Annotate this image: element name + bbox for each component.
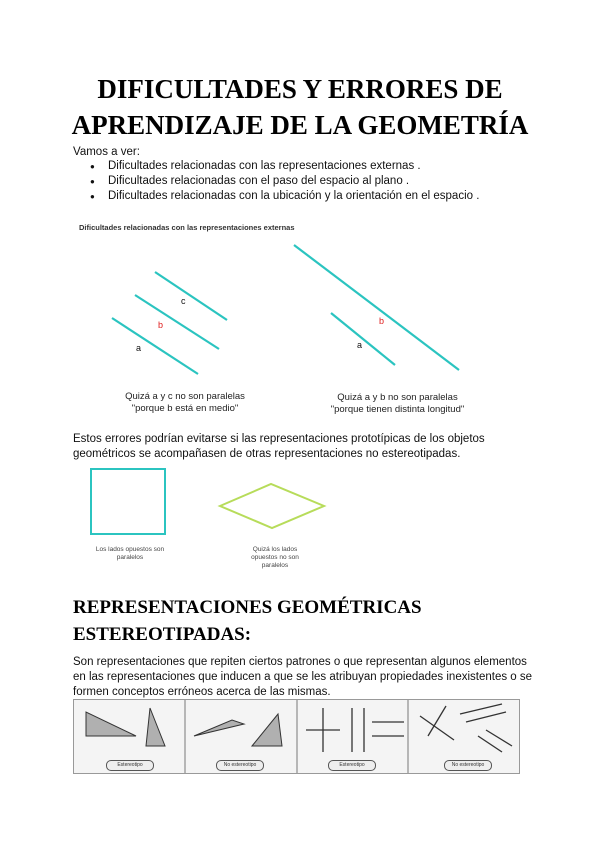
right-line-a: [331, 313, 395, 365]
square-caption: Los lados opuestos son paralelos: [95, 546, 165, 561]
panel-label-1: Estereotipo: [106, 760, 154, 771]
triangle-shape: [146, 708, 165, 746]
left-caption-line2: "porque b está en medio": [131, 403, 239, 414]
right-label-a: a: [357, 340, 363, 350]
stereotype-figure: [73, 699, 520, 774]
intro-text: Vamos a ver:: [73, 146, 140, 158]
triangle-shape: [86, 712, 136, 736]
left-caption-line1: Quizá a y c no son paralelas: [125, 391, 245, 402]
right-label-b: b: [379, 316, 385, 326]
bullet-item: ● Dificultades relacionadas con la ubicación y la orientación en el espacio .: [88, 189, 568, 204]
rhombus-caption: Quizá los lados opuestos no son paralelos: [251, 546, 299, 569]
rhombus-shape: [220, 484, 324, 528]
square-shape: [91, 469, 165, 534]
left-label-b: b: [158, 320, 164, 330]
figure1-heading: Dificultades relacionadas con las representaciones externas: [79, 223, 295, 232]
panel-label-2: No estereotipo: [216, 760, 264, 771]
paragraph-2: Estos errores podrían evitarse si las representaciones prototípicas de los objetos geométricos se acompañasen de otras representaciones no estereotipadas.: [73, 433, 485, 460]
paragraph-3: Son representaciones que repiten ciertos patrones o que representan algunos elementos en las representaciones que inducen a que se les atribuyan propiedades inexistentes o se formen conceptos erróneos acerca de las mismas.: [73, 656, 533, 698]
bullet-item: ● Dificultades relacionadas con las representaciones externas .: [88, 159, 568, 174]
triangle-shape: [252, 714, 282, 746]
left-line-c: [155, 272, 227, 320]
panel-label-4: No estereotipo: [444, 760, 492, 771]
right-caption-line2: "porque tienen distinta longitud": [330, 404, 465, 415]
panel-label-3: Estereotipo: [328, 760, 376, 771]
bullet-item: ● Dificultades relacionadas con el paso del espacio al plano .: [88, 174, 568, 189]
triangle-shape: [194, 720, 244, 736]
page-title-line2: APRENDIZAJE DE LA GEOMETRÍA: [71, 110, 529, 140]
left-label-a: a: [136, 343, 142, 353]
left-label-c: c: [181, 296, 186, 306]
page-title-line1: DIFICULTADES Y ERRORES DE: [97, 74, 503, 104]
section-heading-line2: ESTEREOTIPADAS:: [73, 624, 252, 645]
right-caption-line1: Quizá a y b no son paralelas: [337, 392, 458, 403]
section-heading-line1: REPRESENTACIONES GEOMÉTRICAS: [73, 597, 422, 618]
